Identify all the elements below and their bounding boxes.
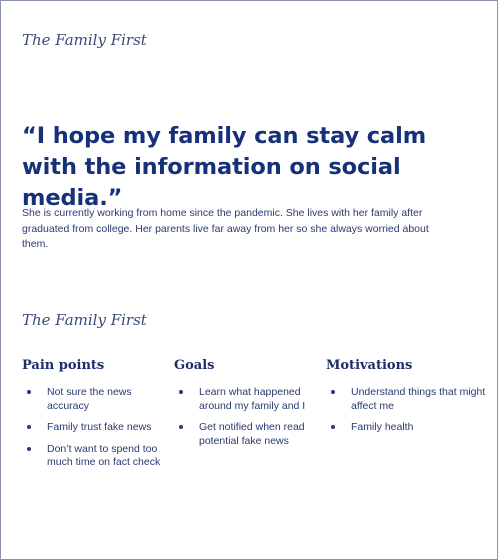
list-item-text: Family trust fake news: [47, 421, 152, 433]
goals-heading: Goals: [174, 358, 215, 373]
persona-bio: She is currently working from home since the pandemic. She lives with her family after graduated from college. Her parents live far away from her so she always worried about them.: [22, 207, 429, 250]
motivations-heading: Motivations: [326, 358, 413, 373]
goals-list: [174, 386, 314, 448]
list-item: [326, 386, 486, 413]
list-item: [22, 386, 162, 413]
list-item-text: Don’t want to spend too much time on fact check: [47, 442, 161, 468]
list-item: [22, 443, 162, 470]
bullet-icon: [27, 447, 31, 451]
list-item: [174, 386, 314, 413]
list-item-text: Not sure the news accuracy: [47, 386, 132, 412]
pain-points-column: [22, 358, 162, 478]
list-item-text: Understand things that might affect me: [351, 386, 486, 412]
bullet-icon: [179, 425, 183, 429]
goals-column: [174, 358, 314, 456]
bullet-icon: [27, 390, 31, 394]
pain-points-list: [22, 386, 162, 470]
list-item-text: Family health: [351, 421, 414, 433]
bullet-icon: [331, 425, 335, 429]
bullet-icon: [331, 390, 335, 394]
persona-quote: “I hope my family can stay calm with the information on social media.”: [22, 123, 427, 211]
bullet-icon: [27, 425, 31, 429]
motivations-list: [326, 386, 486, 435]
brand-title: The Family First: [22, 31, 147, 49]
list-item-text: Learn what happened around my family and I: [199, 386, 306, 412]
list-item-text: Get notified when read potential fake news: [199, 421, 305, 447]
section-brand-title: The Family First: [22, 311, 147, 329]
list-item: [326, 421, 486, 435]
list-item: [174, 421, 314, 448]
pain-points-heading: Pain points: [22, 358, 105, 373]
motivations-column: [326, 358, 486, 443]
bullet-icon: [179, 390, 183, 394]
list-item: [22, 421, 162, 435]
